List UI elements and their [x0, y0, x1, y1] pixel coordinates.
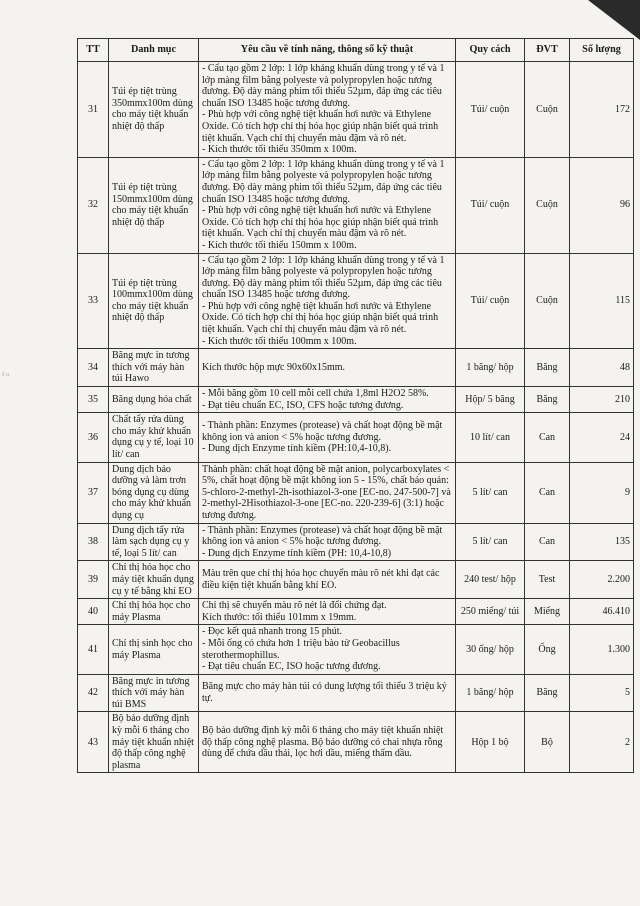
row-packaging: Túi/ cuộn — [456, 62, 525, 158]
requirement-line: Thành phần: chất hoạt động bề mặt anion, polycarboxylates < 5%, chất hoạt động bề mặt không ion 5 - 15%, chất bảo quản: 5-chloro-2-methyl-2h-isothiazol-3-one [EC-no. 247-500-7] và 2-methyl-2Hisothiazol-3-one [EC-no. 220-239-6] (3:1) hoặc tương đương. — [202, 463, 451, 521]
row-unit: Can — [525, 523, 570, 561]
row-packaging: 5 lít/ can — [456, 523, 525, 561]
row-number: 43 — [78, 712, 109, 773]
row-requirements — [199, 349, 456, 387]
requirement-line: Băng mực cho máy hàn túi có dung lượng tối thiểu 3 triệu ký tự. — [202, 681, 447, 705]
table-row — [78, 625, 634, 674]
header-packaging: Quy cách — [456, 39, 525, 62]
row-quantity: 172 — [570, 62, 634, 158]
requirement-line: - Kích thước tối thiểu 150mm x 100m. — [202, 239, 357, 251]
row-packaging: 30 ống/ hộp — [456, 625, 525, 674]
requirement-line: - Thành phần: Enzymes (protease) và chất hoạt động bề mặt không ion và anion < 5% hoặc tương đương. — [202, 420, 443, 443]
header-category: Danh mục — [109, 39, 199, 62]
requirement-line: - Mỗi băng gồm 10 cell mỗi cell chứa 1,8ml H2O2 58%. — [202, 388, 429, 400]
requirement-line: - Đọc kết quả nhanh trong 15 phút. — [202, 626, 342, 638]
row-packaging: 240 test/ hộp — [456, 561, 525, 599]
row-requirements — [199, 157, 456, 253]
row-category: Băng mực in tương thích với máy hàn túi Hawo — [109, 349, 199, 387]
row-packaging: 250 miếng/ túi — [456, 599, 525, 625]
row-requirements — [199, 625, 456, 674]
requirement-line: - Cấu tạo gồm 2 lớp: 1 lớp kháng khuẩn dùng trong y tế và 1 lớp màng film bằng polyeste và polypropylen hoặc tương đương. Độ dày màng phim tối thiểu 52µm, đáp ứng các tiêu chuẩn ISO 13485 hoặc tương đương. — [202, 254, 445, 301]
row-quantity: 48 — [570, 349, 634, 387]
requirement-line: - Dung dịch Enzyme tính kiềm (PH: 10,4-10,8) — [202, 547, 392, 559]
header-quantity: Số lượng — [570, 39, 634, 62]
table-row — [78, 157, 634, 253]
row-category: Túi ép tiệt trùng 350mmx100m dùng cho máy tiệt khuẩn nhiệt độ thấp — [109, 62, 199, 158]
requirement-line: - Kích thước tối thiểu 100mm x 100m. — [202, 335, 357, 347]
requirement-line: - Cấu tạo gồm 2 lớp: 1 lớp kháng khuẩn dùng trong y tế và 1 lớp màng film bằng polyeste và polypropylen hoặc tương đương. Độ dày màng phim tối thiểu 52µm, đáp ứng các tiêu chuẩn ISO 13485 hoặc tương đương. — [202, 63, 445, 109]
row-requirements — [199, 599, 456, 625]
row-category: Túi ép tiệt trùng 150mmx100m dùng cho máy tiệt khuẩn nhiệt độ thấp — [109, 157, 199, 253]
row-category: Túi ép tiệt trùng 100mmx100m dùng cho máy tiệt khuẩn nhiệt độ thấp — [109, 253, 199, 349]
table-row — [78, 387, 634, 413]
row-number: 37 — [78, 462, 109, 523]
table-row — [78, 253, 634, 349]
row-quantity: 115 — [570, 253, 634, 349]
row-category: Chỉ thị sinh học cho máy Plasma — [109, 625, 199, 674]
requirement-line: Bộ bảo dưỡng định kỳ mỗi 6 tháng cho máy tiệt khuẩn nhiệt độ thấp công nghệ plasma. Bộ bảo dưỡng có chai nhựa rỗng dùng để chứa dầu thải, lọc hơi dầu, miếng thấm dầu. — [202, 725, 444, 760]
row-category: Băng dụng hóa chất — [109, 387, 199, 413]
row-number: 41 — [78, 625, 109, 674]
requirement-line: - Kích thước tối thiểu 350mm x 100m. — [202, 144, 357, 156]
row-packaging: 5 lít/ can — [456, 462, 525, 523]
row-requirements — [199, 253, 456, 349]
table-row — [78, 349, 634, 387]
requirement-line: - Cấu tạo gồm 2 lớp: 1 lớp kháng khuẩn dùng trong y tế và 1 lớp màng film bằng polyeste và polypropylen hoặc tương đương. Độ dày màng phim tối thiểu 52µm, đáp ứng các tiêu chuẩn ISO 13485 hoặc tương đương. — [202, 158, 445, 205]
scan-corner-shadow — [588, 0, 640, 40]
table-row — [78, 674, 634, 712]
row-category: Băng mực in tương thích với máy hàn túi BMS — [109, 674, 199, 712]
row-category: Chỉ thị hóa học cho máy tiệt khuẩn dụng cụ y tế bằng khí EO — [109, 561, 199, 599]
row-quantity: 46.410 — [570, 599, 634, 625]
requirement-line: Chỉ thị sẽ chuyển màu rõ nét là đổi chứng đạt. — [202, 600, 387, 612]
row-requirements — [199, 413, 456, 462]
row-number: 40 — [78, 599, 109, 625]
row-category: Dung dịch bảo dưỡng và làm trơn bóng dụng cụ dùng cho máy khử khuẩn dụng cụ — [109, 462, 199, 523]
row-number: 38 — [78, 523, 109, 561]
row-number: 32 — [78, 157, 109, 253]
requirement-line: - Dung dịch Enzyme tính kiềm (PH:10,4-10,8). — [202, 443, 392, 455]
row-unit: Ống — [525, 625, 570, 674]
row-category: Chất tẩy rửa dùng cho máy khử khuẩn dụng cụ y tế, loại 10 lít/ can — [109, 413, 199, 462]
table-row — [78, 712, 634, 773]
row-requirements — [199, 62, 456, 158]
row-packaging: Hộp 1 bộ — [456, 712, 525, 773]
row-number: 35 — [78, 387, 109, 413]
requirement-line: - Phù hợp với công nghệ tiệt khuẩn hơi nước và Ethylene Oxide. Có tích hợp chỉ thị hóa học giúp nhận biết quá trình tiệt khuẩn. Vạch chỉ thị chuyển màu đậm và rõ nét. — [202, 300, 439, 336]
table-row — [78, 561, 634, 599]
table-row — [78, 599, 634, 625]
row-number: 33 — [78, 253, 109, 349]
row-quantity: 210 — [570, 387, 634, 413]
requirement-line: - Phù hợp với công nghệ tiệt khuẩn hơi nước và Ethylene Oxide. Có tích hợp chỉ thị hóa học giúp nhận biết quá trình tiệt khuẩn. Vạch chỉ thị chuyển màu đậm và rõ nét. — [202, 109, 439, 144]
requirement-line: Kích thước: tối thiểu 101mm x 19mm. — [202, 611, 357, 623]
table-row — [78, 62, 634, 158]
row-requirements — [199, 712, 456, 773]
row-number: 39 — [78, 561, 109, 599]
table-row — [78, 413, 634, 462]
row-requirements — [199, 674, 456, 712]
row-unit: Cuộn — [525, 253, 570, 349]
row-packaging: Túi/ cuộn — [456, 253, 525, 349]
requirement-line: - Đạt tiêu chuẩn EC, ISO, CFS hoặc tương đương. — [202, 399, 404, 411]
margin-marks: ê u — [2, 372, 10, 378]
row-requirements — [199, 523, 456, 561]
row-requirements — [199, 462, 456, 523]
row-unit: Băng — [525, 674, 570, 712]
row-packaging: Hộp/ 5 băng — [456, 387, 525, 413]
row-unit: Can — [525, 413, 570, 462]
row-category: Chỉ thị hóa học cho máy Plasma — [109, 599, 199, 625]
row-packaging: 1 băng/ hộp — [456, 674, 525, 712]
row-unit: Bộ — [525, 712, 570, 773]
row-quantity: 135 — [570, 523, 634, 561]
requirement-line: - Đạt tiêu chuẩn EC, ISO hoặc tương đương. — [202, 661, 381, 673]
row-quantity: 9 — [570, 462, 634, 523]
row-quantity: 2 — [570, 712, 634, 773]
requirement-line: Kích thước hộp mực 90x60x15mm. — [202, 361, 346, 373]
row-packaging: 1 băng/ hộp — [456, 349, 525, 387]
table-row — [78, 462, 634, 523]
technical-spec-table — [77, 38, 634, 773]
row-requirements — [199, 387, 456, 413]
row-quantity: 2.200 — [570, 561, 634, 599]
row-unit: Cuộn — [525, 157, 570, 253]
row-unit: Miếng — [525, 599, 570, 625]
table-header-row — [78, 39, 634, 62]
row-packaging: 10 lít/ can — [456, 413, 525, 462]
row-requirements — [199, 561, 456, 599]
row-unit: Test — [525, 561, 570, 599]
row-number: 42 — [78, 674, 109, 712]
row-unit: Can — [525, 462, 570, 523]
row-category: Dung dịch tẩy rửa làm sạch dụng cụ y tế, loại 5 lít/ can — [109, 523, 199, 561]
header-tt: TT — [78, 39, 109, 62]
row-unit: Băng — [525, 349, 570, 387]
row-quantity: 1.300 — [570, 625, 634, 674]
requirement-line: - Thành phần: Enzymes (protease) và chất hoạt động bề mặt không ion và anion < 5% hoặc tương đương. — [202, 524, 443, 548]
requirement-line: - Phù hợp với công nghệ tiệt khuẩn hơi nước và Ethylene Oxide. Có tích hợp chỉ thị hóa học giúp nhận biết quá trình tiệt khuẩn. Vạch chỉ thị chuyển màu đậm và rõ nét. — [202, 205, 439, 240]
row-unit: Cuộn — [525, 62, 570, 158]
row-quantity: 24 — [570, 413, 634, 462]
row-unit: Băng — [525, 387, 570, 413]
row-quantity: 5 — [570, 674, 634, 712]
requirement-line: Màu trên que chỉ thị hóa học chuyển màu rõ nét khi đạt các điều kiện tiệt khuẩn bằng khí EO. — [202, 568, 440, 591]
row-number: 31 — [78, 62, 109, 158]
row-packaging: Túi/ cuộn — [456, 157, 525, 253]
row-number: 34 — [78, 349, 109, 387]
row-number: 36 — [78, 413, 109, 462]
table-row — [78, 523, 634, 561]
header-requirements: Yêu cầu về tính năng, thông số kỹ thuật — [199, 39, 456, 62]
row-quantity: 96 — [570, 157, 634, 253]
row-category: Bộ bảo dưỡng định kỳ mỗi 6 tháng cho máy tiệt khuẩn nhiệt độ thấp công nghệ plasma — [109, 712, 199, 773]
header-unit: ĐVT — [525, 39, 570, 62]
requirement-line: - Mỗi ống có chứa hơn 1 triệu bào tử Geobacillus sterothermophillus. — [202, 637, 400, 661]
